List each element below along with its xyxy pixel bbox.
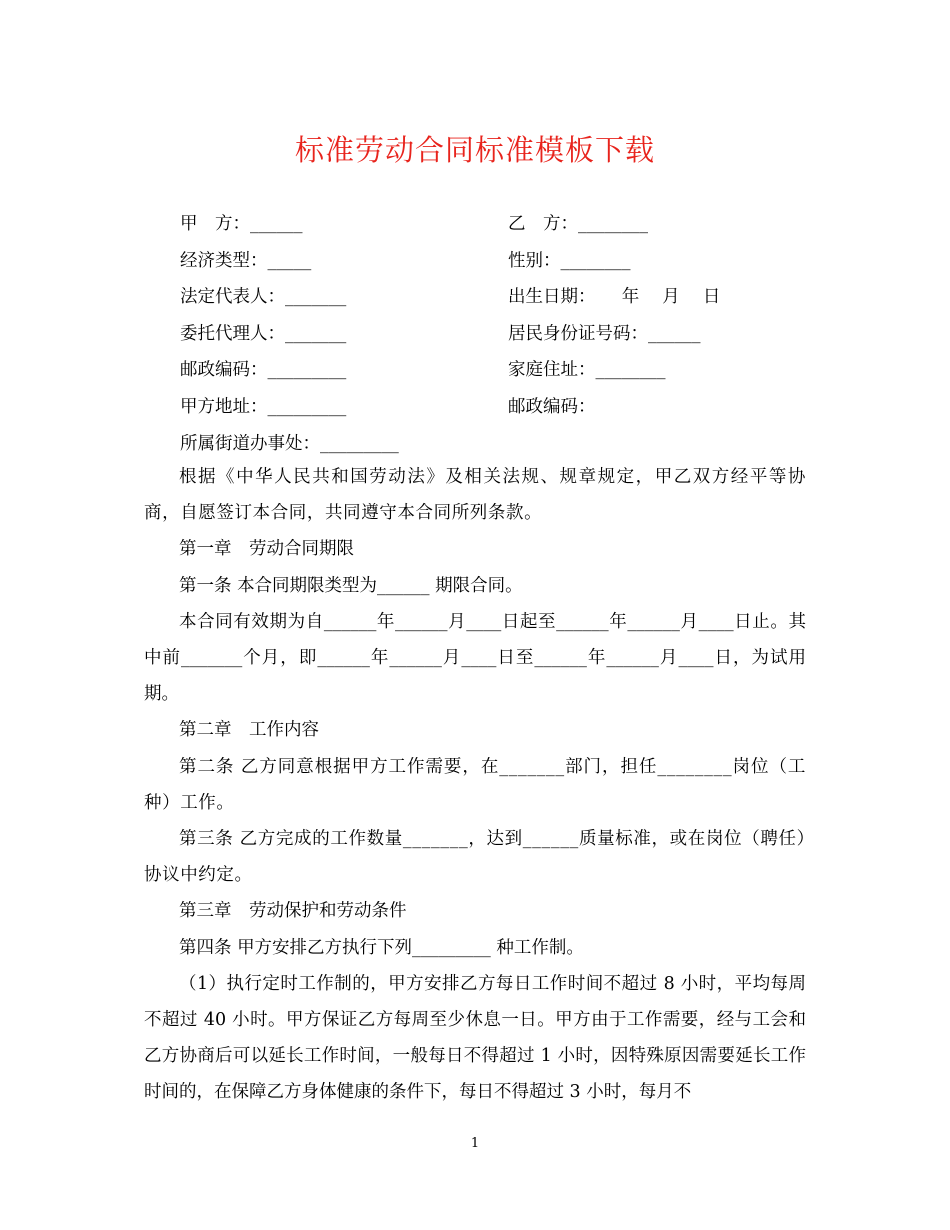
field-row: [180, 316, 820, 353]
postal-code-a-field: 邮政编码：_________: [180, 360, 347, 381]
id-number-field: 居民身份证号码：______: [508, 323, 701, 344]
street-office-field: 所属街道办事处：_________: [180, 433, 399, 454]
term-paragraph: 本合同有效期为自______年______月____日起至______年______月____日止。其中前_______个月，即______年______月____日至______年______月____日，为试用期。: [144, 611, 806, 705]
article-paragraph: 第四条 甲方安排乙方执行下列_________ 种工作制。: [179, 937, 584, 958]
legal-representative-field: 法定代表人：_______: [180, 287, 347, 308]
party-b-label: 乙 方：________: [508, 214, 648, 234]
work-schedule-paragraph: （1）执行定时工作制的，甲方安排乙方每日工作时间不超过 8 小时，平均每周不超过 40 小时。甲方保证乙方每周至少休息一日。甲方由于工作需要，经与工会和乙方协商后可以延长工作时间，一般每日不得超过 1 小时，因特殊原因需要延长工作时间的，在保障乙方身体健康的条件下，每日不得超过 3 小时，每月不: [144, 973, 806, 1103]
party-a-label: 甲 方：______: [180, 214, 303, 234]
chapter-heading: 第一章 劳动合同期限: [179, 539, 354, 560]
economic-type-field: 经济类型：_____: [180, 250, 312, 271]
party-a-address-field: 甲方地址：_________: [180, 396, 347, 417]
field-row: [180, 206, 820, 243]
home-address-field: 家庭住址：________: [508, 360, 666, 381]
chapter-heading: 第二章 工作内容: [179, 720, 319, 741]
document-title: 标准劳动合同标准模板下载: [294, 133, 655, 167]
agent-field: 委托代理人：_______: [180, 323, 347, 344]
field-row: [180, 279, 820, 316]
page-number: 1: [470, 1136, 480, 1151]
birth-date-field: 出生日期： 年 月 日: [508, 287, 721, 308]
field-row: [180, 352, 820, 389]
field-row: [180, 426, 820, 463]
article-paragraph: 第三条 乙方完成的工作数量_______，达到______质量标准，或在岗位（聘任）协议中约定。: [144, 829, 806, 886]
preamble-paragraph: 根据《中华人民共和国劳动法》及相关法规、规章规定，甲乙双方经平等协商，自愿签订本合同，共同遵守本合同所列条款。: [144, 467, 806, 524]
field-row: [180, 243, 820, 280]
chapter-heading: 第三章 劳动保护和劳动条件: [179, 901, 407, 922]
field-row: [180, 389, 820, 426]
article-paragraph: 第二条 乙方同意根据甲方工作需要，在_______部门，担任________岗位（工种）工作。: [144, 756, 806, 813]
postal-code-b-field: 邮政编码：: [508, 396, 596, 417]
gender-field: 性别：________: [508, 250, 631, 271]
article-paragraph: 第一条 本合同期限类型为______ 期限合同。: [179, 575, 523, 596]
contract-body: [144, 459, 806, 1111]
party-info-fields: [180, 206, 820, 462]
